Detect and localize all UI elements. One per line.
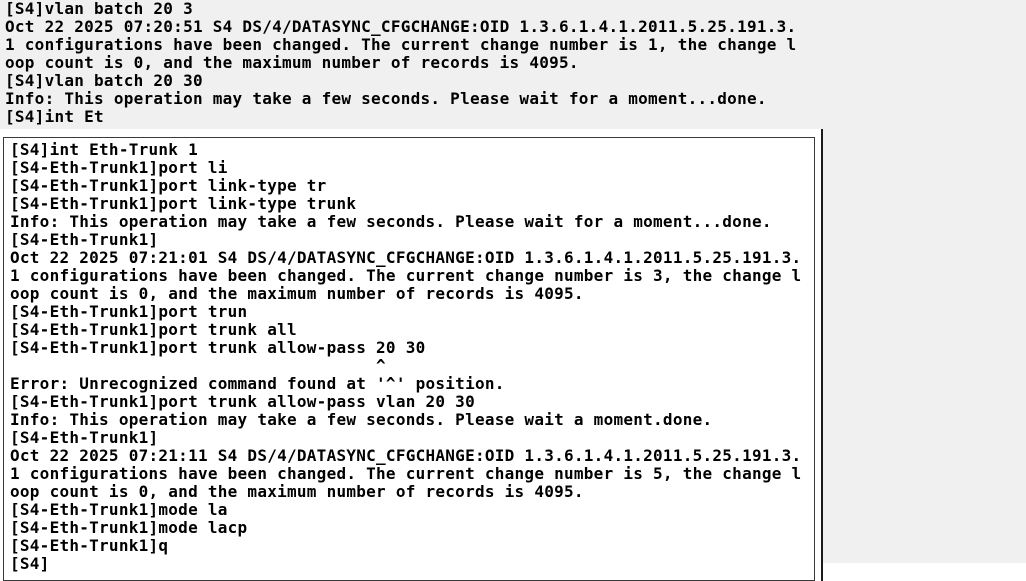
console-line: [S4-Eth-Trunk1]port trunk allow-pass vlan 20 30 — [10, 392, 475, 411]
console-line: [S4-Eth-Trunk1] — [10, 428, 159, 447]
console-line: [S4-Eth-Trunk1]port trunk allow-pass 20 30 — [10, 338, 426, 357]
console-line: 1 configurations have been changed. The current change number is 5, the change l — [10, 464, 802, 483]
console-line: [S4]vlan batch 20 30 — [5, 71, 203, 90]
console-line: [S4-Eth-Trunk1]port link-type trunk — [10, 194, 357, 213]
console-line: Oct 22 2025 07:20:51 S4 DS/4/DATASYNC_CFGCHANGE:OID 1.3.6.1.4.1.2011.5.25.191.3. — [5, 17, 797, 36]
console-line: Oct 22 2025 07:21:11 S4 DS/4/DATASYNC_CFGCHANGE:OID 1.3.6.1.4.1.2011.5.25.191.3. — [10, 446, 802, 465]
console-line: Info: This operation may take a few seconds. Please wait for a moment...done. — [5, 89, 767, 108]
console-line: oop count is 0, and the maximum number of records is 4095. — [5, 53, 579, 72]
console-line: [S4]int Et — [5, 107, 104, 126]
front-console-window[interactable] — [0, 129, 823, 581]
console-line: Error: Unrecognized command found at '^' position. — [10, 374, 505, 393]
console-line: [S4-Eth-Trunk1]port li — [10, 158, 228, 177]
console-line: ^ — [10, 356, 386, 375]
console-line: [S4-Eth-Trunk1] — [10, 230, 159, 249]
back-console-output — [5, 0, 796, 126]
console-line: Info: This operation may take a few seconds. Please wait for a moment...done. — [10, 212, 772, 231]
console-line: oop count is 0, and the maximum number of records is 4095. — [10, 482, 584, 501]
console-line: oop count is 0, and the maximum number of records is 4095. — [10, 284, 584, 303]
front-console-output-box[interactable] — [3, 137, 815, 581]
console-line: [S4]int Eth-Trunk 1 — [10, 140, 198, 159]
back-console-window[interactable] — [5, 0, 796, 126]
console-line: [S4] — [10, 554, 50, 573]
console-line: 1 configurations have been changed. The current change number is 3, the change l — [10, 266, 802, 285]
console-line: [S4-Eth-Trunk1]q — [10, 536, 169, 555]
console-line: [S4-Eth-Trunk1]port trunk all — [10, 320, 297, 339]
console-line: Oct 22 2025 07:21:01 S4 DS/4/DATASYNC_CFGCHANGE:OID 1.3.6.1.4.1.2011.5.25.191.3. — [10, 248, 802, 267]
console-line: [S4-Eth-Trunk1]mode lacp — [10, 518, 248, 537]
console-line: [S4-Eth-Trunk1]mode la — [10, 500, 228, 519]
console-line: [S4-Eth-Trunk1]port trun — [10, 302, 248, 321]
front-console-output — [10, 141, 814, 573]
console-line: Info: This operation may take a few seconds. Please wait a moment.done. — [10, 410, 713, 429]
console-line: [S4]vlan batch 20 3 — [5, 0, 193, 18]
console-line: [S4-Eth-Trunk1]port link-type tr — [10, 176, 327, 195]
console-line: 1 configurations have been changed. The current change number is 1, the change l — [5, 35, 797, 54]
